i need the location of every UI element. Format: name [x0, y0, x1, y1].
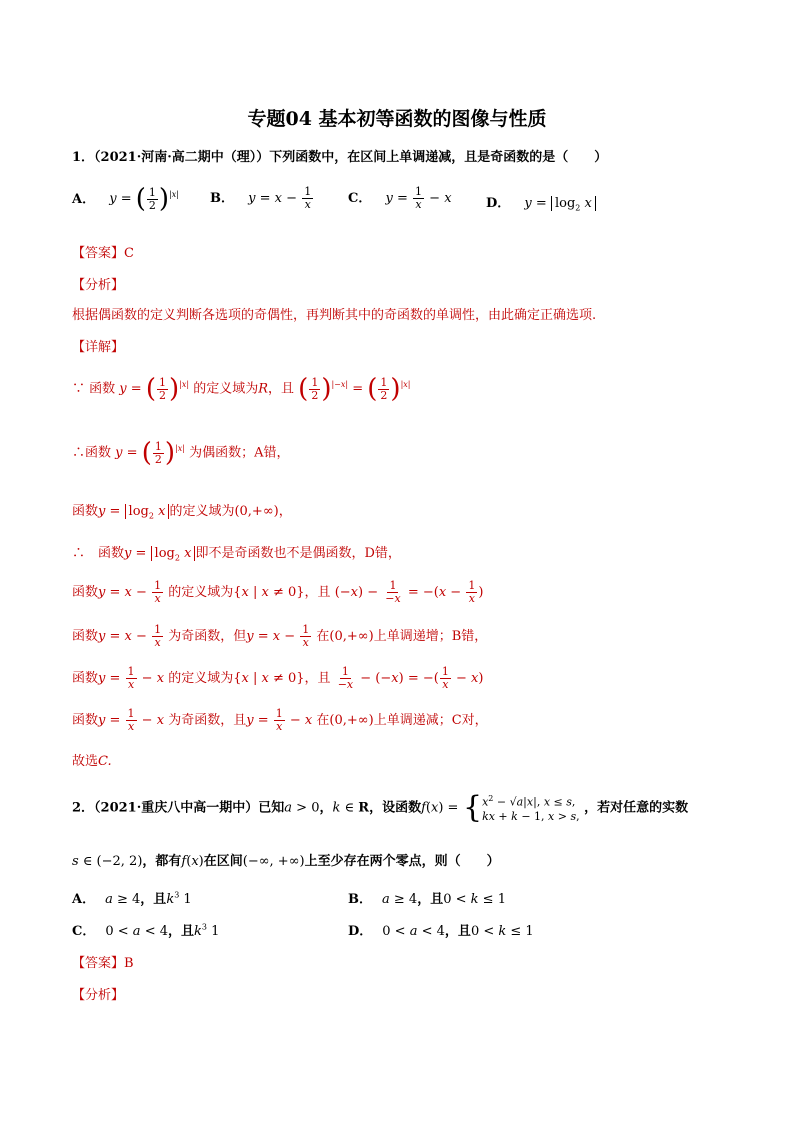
question-2-stem-cont: s ∈ (−2, 2)，都有f(x)在区间(−∞, +∞)上至少存在两个零点，则（ ）	[72, 854, 500, 869]
option-a-label: A．	[72, 892, 96, 907]
question-2-stem: 2．（2021·重庆八中高一期中）已知a > 0，k ∈ R，设函数f(x) = { $x^2 - √a|x|$, x ≤ s, kx + k − 1, x > s, ，若对任意的实数	[72, 789, 689, 825]
q2-option-c[interactable]: C． 0 < a < 4，且$k^3$ 1	[72, 922, 220, 939]
q1-option-b[interactable]: B． y = x − $\frac{1}{x}$	[210, 185, 312, 211]
option-c-label: C．	[348, 191, 372, 206]
option-a-label: A．	[72, 191, 96, 207]
option-d-label: D．	[486, 196, 511, 211]
question-1-stem: 1．（2021·河南·高二期中（理））下列函数中，在区间上单调递减，且是奇函数的是（ ）	[72, 150, 608, 165]
q2-option-d[interactable]: D． 0 < a < 4，且0 < k ≤ 1	[348, 924, 534, 939]
q1-detail-line-7: 函数y = $\frac{1}{x}$ − x 的定义域为{x | x ≠ 0}，且 $\frac{1}{-x}$ − (−x) = −( $\frac{1}{x}$ − x)	[72, 665, 484, 691]
q2-option-b[interactable]: B． a ≥ 4，且0 < k ≤ 1	[348, 892, 506, 907]
q1-analysis-text: 根据偶函数的定义判断各选项的奇偶性，再判断其中的奇函数的单调性，由此确定正确选项.	[72, 308, 597, 323]
q1-analysis-tag: 【分析】	[72, 278, 125, 293]
q1-detail-line-4: ∴ 函数$y = \log_2 x$ 即不是奇函数也不是偶函数，D错，	[72, 546, 401, 563]
page-title: 专题04 基本初等函数的图像与性质	[247, 108, 547, 130]
q1-detail-line-8: 函数y = $\frac{1}{x}$ − x 为奇函数，且y = $\frac{1}{x}$ − x 在(0,+∞)上单调递减；C对，	[72, 707, 488, 733]
option-b-label: B．	[348, 892, 372, 907]
q1-option-c[interactable]: C． y = $\frac{1}{x}$ − x	[348, 185, 452, 211]
q1-detail-line-3: 函数$y = \log_2 x$ 的定义域为(0,+∞)，	[72, 504, 292, 521]
q1-answer: 【答案】C	[72, 246, 134, 261]
option-b-label: B．	[210, 191, 234, 206]
option-c-label: C．	[72, 924, 96, 939]
q1-detail-tag: 【详解】	[72, 340, 125, 355]
q1-detail-line-9: 故选C.	[72, 754, 112, 769]
q1-detail-line-2: ∴函数 y = ( $\frac{1}{2}$ )$^{|x|}$ 为偶函数；A错，	[72, 438, 290, 468]
q2-analysis-tag: 【分析】	[72, 988, 125, 1003]
q1-detail-line-5: 函数y = x − $\frac{1}{x}$ 的定义域为{x | x ≠ 0}，且 (−x) − $\frac{1}{-x}$ = −(x − $\frac{1}{x}$ )	[72, 579, 484, 605]
option-d-label: D．	[348, 924, 373, 939]
q2-answer: 【答案】B	[72, 956, 134, 971]
q1-option-d[interactable]: D． $y = \log_2 x$	[486, 192, 596, 213]
q2-option-a[interactable]: A． a ≥ 4，且$k^3$ 1	[72, 890, 192, 907]
q1-option-a[interactable]: A． y = ( $\frac{1}{2}$ )$^{|x|}$	[72, 184, 179, 214]
q1-detail-line-1: ∵ 函数 y = ( $\frac{1}{2}$ )$^{|x|}$ 的定义域为R，且 ( $\frac{1}{2}$ )$^{|-x|}$ = ( $\frac{1}{2}$ )$^{|x|}$	[72, 374, 411, 404]
q1-detail-line-6: 函数y = x − $\frac{1}{x}$ 为奇函数，但y = x − $\frac{1}{x}$ 在(0,+∞)上单调递增；B错，	[72, 623, 488, 649]
